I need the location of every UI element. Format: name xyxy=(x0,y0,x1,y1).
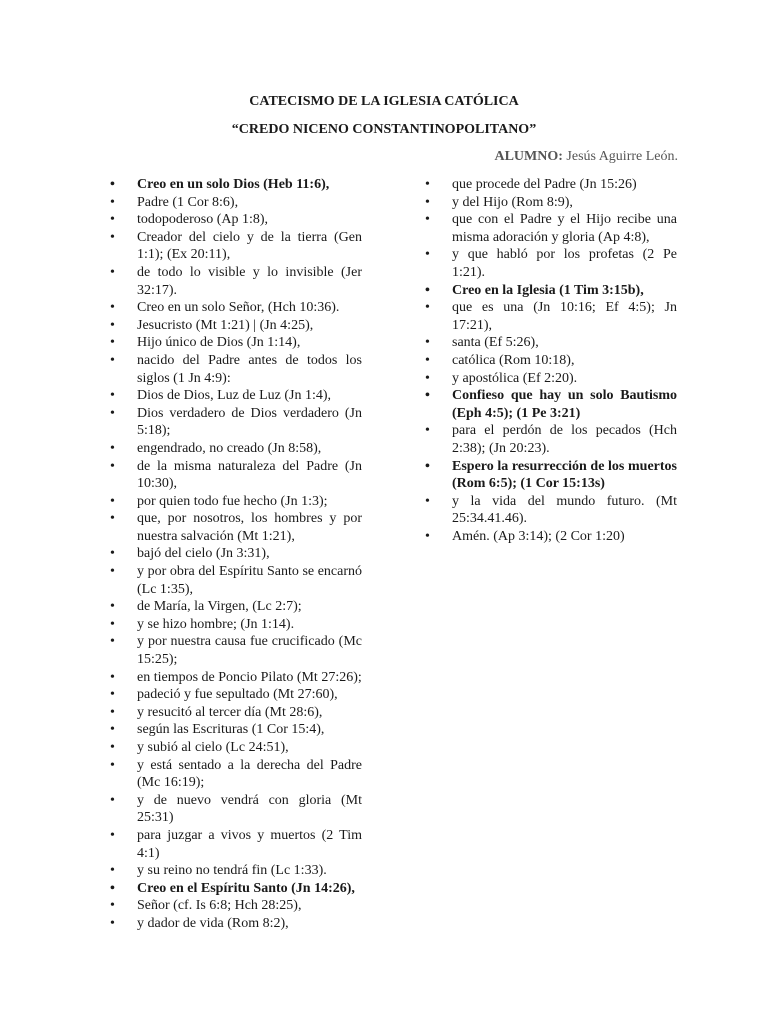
list-item: • que, por nosotros, los hombres y por nuestra salvación (Mt 1:21), xyxy=(110,510,362,545)
list-item: • de la misma naturaleza del Padre (Jn 10:30), xyxy=(110,458,362,493)
list-item: • santa (Ef 5:26), xyxy=(425,334,677,352)
student-label: ALUMNO: xyxy=(494,149,563,164)
list-item: • de todo lo visible y lo invisible (Jer 32:17). xyxy=(110,264,362,299)
list-item: • según las Escrituras (1 Cor 15:4), xyxy=(110,721,362,739)
list-item: • todopoderoso (Ap 1:8), xyxy=(110,211,362,229)
list-item: • Hijo único de Dios (Jn 1:14), xyxy=(110,334,362,352)
list-item: • y por nuestra causa fue crucificado (Mc 15:25); xyxy=(110,633,362,668)
list-item: • que procede del Padre (Jn 15:26) xyxy=(425,176,677,194)
list-item: • Creador del cielo y de la tierra (Gen 1:1); (Ex 20:11), xyxy=(110,229,362,264)
list-item: • para el perdón de los pecados (Hch 2:38); (Jn 20:23). xyxy=(425,422,677,457)
list-item: • de María, la Virgen, (Lc 2:7); xyxy=(110,598,362,616)
list-item: • y está sentado a la derecha del Padre (Mc 16:19); xyxy=(110,757,362,792)
list-item: • que es una (Jn 10:16; Ef 4:5); Jn 17:21), xyxy=(425,299,677,334)
list-item: • bajó del cielo (Jn 3:31), xyxy=(110,545,362,563)
list-item: • Creo en el Espíritu Santo (Jn 14:26), xyxy=(110,880,362,898)
list-item: • Creo en un solo Señor, (Hch 10:36). xyxy=(110,299,362,317)
list-item: • Jesucristo (Mt 1:21) | (Jn 4:25), xyxy=(110,317,362,335)
list-item: • y de nuevo vendrá con gloria (Mt 25:31) xyxy=(110,792,362,827)
list-item: • Amén. (Ap 3:14); (2 Cor 1:20) xyxy=(425,528,677,546)
list-item: • y la vida del mundo futuro. (Mt 25:34.41.46). xyxy=(425,493,677,528)
list-item: • y apostólica (Ef 2:20). xyxy=(425,370,677,388)
list-item: • que con el Padre y el Hijo recibe una misma adoración y gloria (Ap 4:8), xyxy=(425,211,677,246)
list-item: • y subió al cielo (Lc 24:51), xyxy=(110,739,362,757)
list-item: • Padre (1 Cor 8:6), xyxy=(110,194,362,212)
list-item: • y se hizo hombre; (Jn 1:14). xyxy=(110,616,362,634)
list-item: • católica (Rom 10:18), xyxy=(425,352,677,370)
list-item: • en tiempos de Poncio Pilato (Mt 27:26); xyxy=(110,669,362,687)
list-item: • Dios verdadero de Dios verdadero (Jn 5:18); xyxy=(110,405,362,440)
student-name: Jesús Aguirre León. xyxy=(566,149,678,164)
list-item: • nacido del Padre antes de todos los siglos (1 Jn 4:9): xyxy=(110,352,362,387)
right-column-list xyxy=(425,176,677,545)
list-item: • Dios de Dios, Luz de Luz (Jn 1:4), xyxy=(110,387,362,405)
list-item: • Señor (cf. Is 6:8; Hch 28:25), xyxy=(110,897,362,915)
list-item: • y su reino no tendrá fin (Lc 1:33). xyxy=(110,862,362,880)
left-column-list xyxy=(110,176,362,933)
list-item: • y por obra del Espíritu Santo se encarnó (Lc 1:35), xyxy=(110,563,362,598)
list-item: • Creo en la Iglesia (1 Tim 3:15b), xyxy=(425,282,677,300)
document-subtitle: “CREDO NICENO CONSTANTINOPOLITANO” xyxy=(231,122,537,137)
list-item: • padeció y fue sepultado (Mt 27:60), xyxy=(110,686,362,704)
list-item: • por quien todo fue hecho (Jn 1:3); xyxy=(110,493,362,511)
list-item: • y dador de vida (Rom 8:2), xyxy=(110,915,362,933)
document-title: CATECISMO DE LA IGLESIA CATÓLICA xyxy=(249,94,519,109)
list-item: • Confieso que hay un solo Bautismo (Eph 4:5); (1 Pe 3:21) xyxy=(425,387,677,422)
list-item: • para juzgar a vivos y muertos (2 Tim 4:1) xyxy=(110,827,362,862)
list-item: • y resucitó al tercer día (Mt 28:6), xyxy=(110,704,362,722)
list-item: • Espero la resurrección de los muertos (Rom 6:5); (1 Cor 15:13s) xyxy=(425,458,677,493)
list-item: • Creo en un solo Dios (Heb 11:6), xyxy=(110,176,362,194)
list-item: • engendrado, no creado (Jn 8:58), xyxy=(110,440,362,458)
list-item: • y del Hijo (Rom 8:9), xyxy=(425,194,677,212)
student-line xyxy=(494,148,678,166)
list-item: • y que habló por los profetas (2 Pe 1:21). xyxy=(425,246,677,281)
